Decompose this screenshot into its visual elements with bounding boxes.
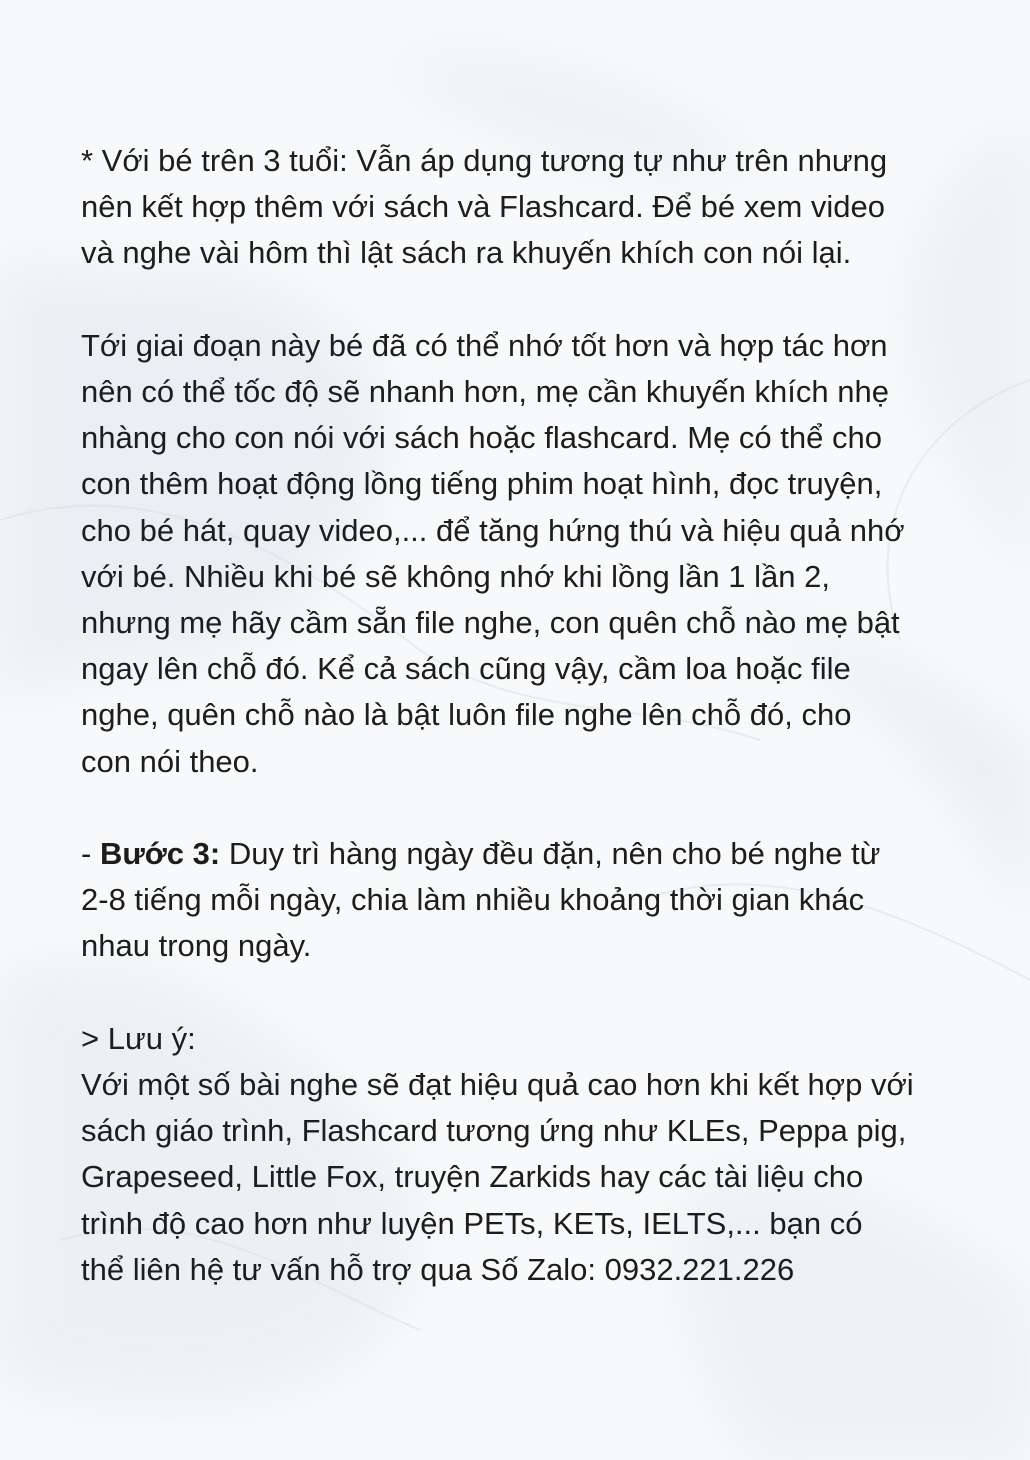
paragraph-step-3 (81, 831, 981, 970)
text-line: 2-8 tiếng mỗi ngày, chia làm nhiều khoảng thời gian khác (81, 882, 865, 918)
text-line: * Với bé trên 3 tuổi: Vẫn áp dụng tương tự như trên nhưng (81, 143, 888, 178)
text-line: nhưng mẹ hãy cầm sẵn file nghe, con quên chỗ nào mẹ bật (81, 605, 900, 641)
step-prefix: - (81, 836, 100, 872)
paragraph-older-3 (81, 138, 981, 277)
text-line: trình độ cao hơn như luyện PETs, KETs, IELTS,... bạn có (81, 1205, 863, 1241)
text-line: sách giáo trình, Flashcard tương ứng như KLEs, Peppa pig, (81, 1113, 907, 1149)
note-heading: > Lưu ý: (81, 1020, 196, 1056)
text-line: nhàng cho con nói với sách hoặc flashcard. Mẹ có thể cho (81, 420, 882, 456)
text-line: Tới giai đoạn này bé đã có thể nhớ tốt hơn và hợp tác hơn (81, 327, 888, 363)
text-line: nên kết hợp thêm với sách và Flashcard. Để bé xem video (81, 189, 885, 225)
text-line: Grapeseed, Little Fox, truyện Zarkids hay các tài liệu cho (81, 1159, 864, 1195)
text-line: với bé. Nhiều khi bé sẽ không nhớ khi lồng lần 1 lần 2, (81, 558, 830, 594)
text-line: nhau trong ngày. (81, 928, 312, 964)
text-line: Với một số bài nghe sẽ đạt hiệu quả cao hơn khi kết hợp với (81, 1067, 914, 1103)
text-line: và nghe vài hôm thì lật sách ra khuyến khích con nói lại. (81, 235, 852, 271)
text-line: con thêm hoạt động lồng tiếng phim hoạt hình, đọc truyện, (81, 466, 883, 502)
step-3-first-line (81, 831, 981, 877)
text-line: thể liên hệ tư vấn hỗ trợ qua Số Zalo: 0932.221.226 (81, 1251, 795, 1287)
step-label: Bước 3: (99, 836, 221, 872)
paragraph-stage-detail (81, 323, 981, 785)
paragraph-note (81, 1016, 981, 1293)
text-line: ngay lên chỗ đó. Kể cả sách cũng vậy, cầm loa hoặc file (81, 651, 851, 687)
text-line: nên có thể tốc độ sẽ nhanh hơn, mẹ cần khuyến khích nhẹ (81, 374, 889, 409)
text-line: con nói theo. (81, 743, 259, 779)
text-line: nghe, quên chỗ nào là bật luôn file nghe lên chỗ đó, cho (81, 697, 852, 733)
text-line: cho bé hát, quay video,... để tăng hứng thú và hiệu quả nhớ (81, 512, 905, 548)
document-body (81, 138, 981, 1339)
step-text: Duy trì hàng ngày đều đặn, nên cho bé nghe từ (220, 836, 881, 872)
